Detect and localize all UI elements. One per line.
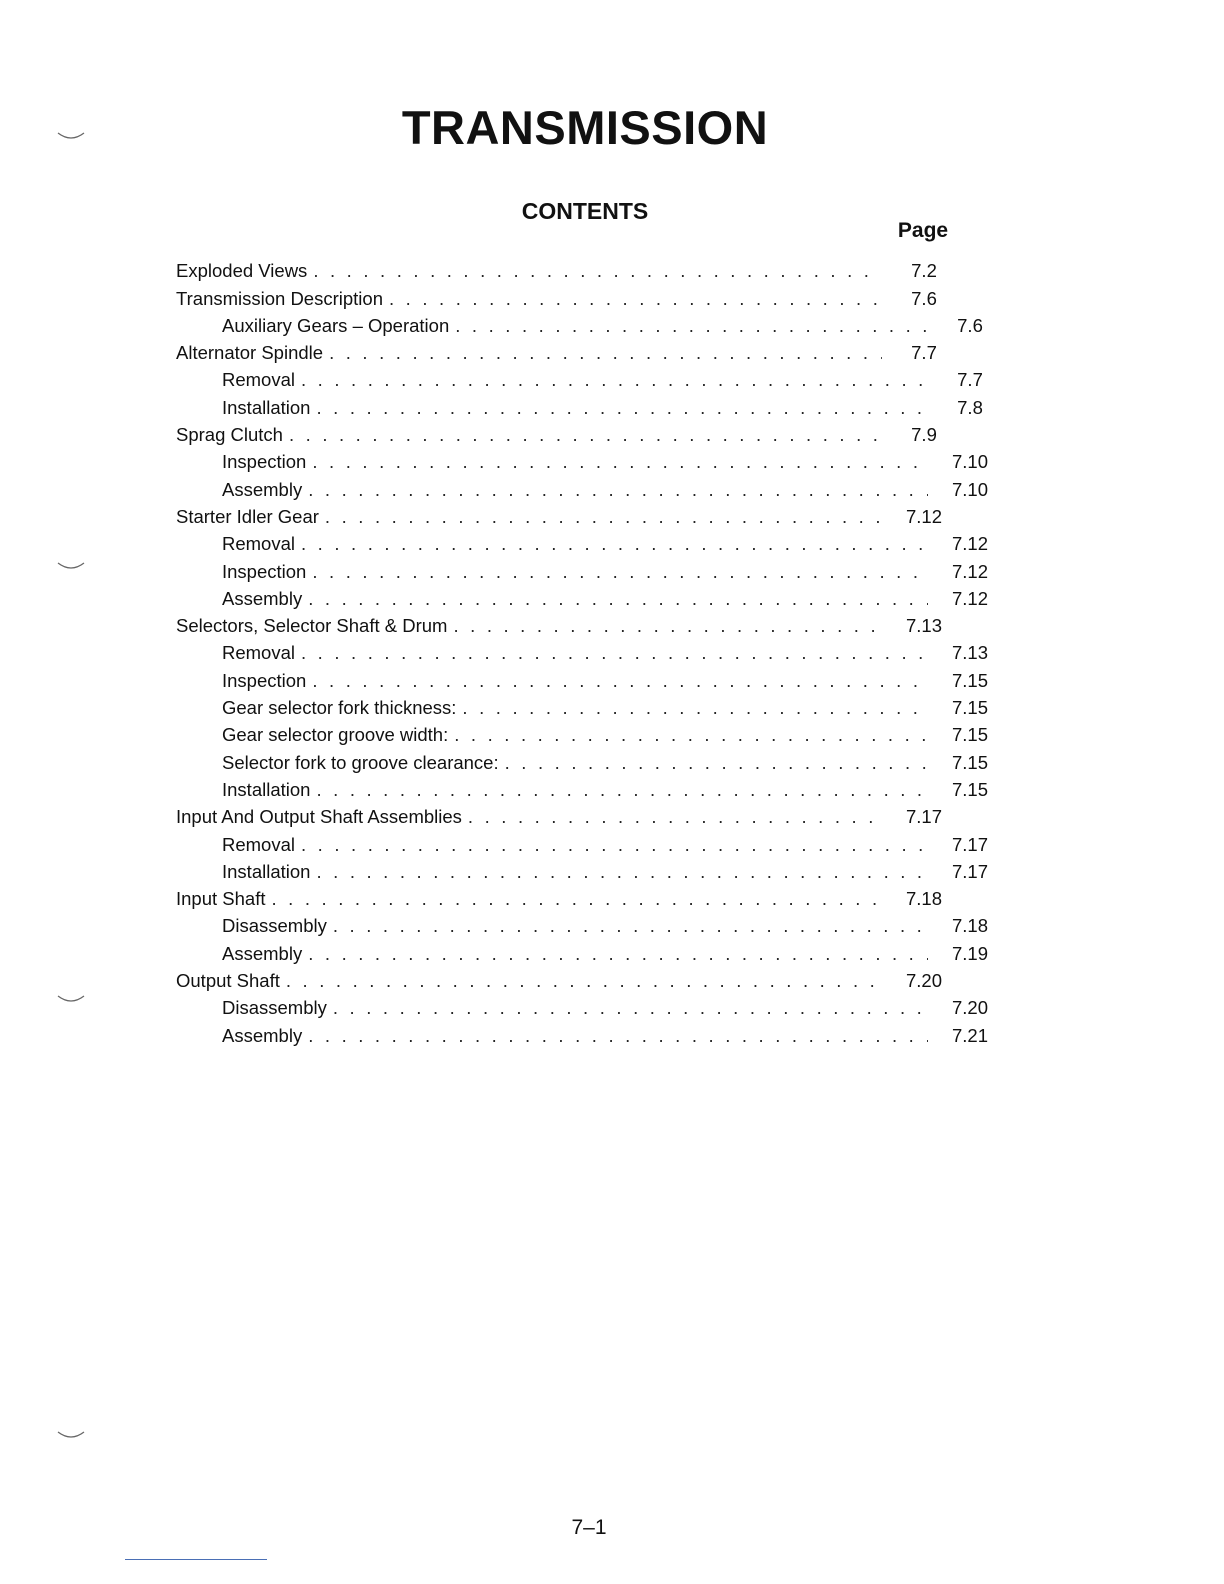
toc-entry-label: Installation — [222, 396, 311, 418]
toc-dot-leader — [301, 834, 928, 856]
toc-entry-label: Auxiliary Gears – Operation — [222, 314, 450, 336]
toc-label-wrap — [176, 779, 928, 801]
toc-label-wrap — [176, 943, 928, 965]
toc-entry — [176, 528, 988, 555]
toc-entry-page: 7.6 — [911, 287, 937, 309]
toc-dot-leader — [308, 479, 928, 501]
toc-entry-page: 7.13 — [951, 642, 988, 664]
toc-entry — [176, 801, 966, 828]
toc-label-wrap — [176, 888, 882, 910]
toc-entry-label: Sprag Clutch — [176, 424, 283, 446]
toc-dot-leader — [453, 615, 882, 637]
toc-dot-leader — [316, 397, 928, 419]
toc-entry — [176, 1019, 988, 1046]
toc-label-wrap — [176, 697, 928, 719]
toc-entry-page: 7.15 — [951, 669, 988, 691]
toc-entry-page: 7.15 — [951, 751, 988, 773]
toc-label-wrap — [176, 397, 928, 419]
toc-entry-page: 7.17 — [951, 860, 988, 882]
toc-entry-label: Gear selector groove width: — [222, 724, 449, 746]
toc-entry-page: 7.19 — [951, 942, 988, 964]
toc-dot-leader — [301, 642, 928, 664]
toc-label-wrap — [176, 724, 928, 746]
toc-entry-page: 7.18 — [905, 888, 942, 910]
toc-entry-page: 7.15 — [951, 778, 988, 800]
toc-entry — [176, 937, 988, 964]
toc-entry-label: Disassembly — [222, 915, 327, 937]
toc-entry-label: Selectors, Selector Shaft & Drum — [176, 615, 448, 637]
toc-entry-label: Transmission Description — [176, 287, 383, 309]
toc-dot-leader — [271, 888, 882, 910]
toc-dot-leader — [325, 506, 882, 528]
toc-entry-label: Inspection — [222, 560, 307, 582]
toc-label-wrap — [176, 260, 882, 282]
page-column-header: Page — [897, 219, 949, 242]
toc-entry — [176, 610, 966, 637]
toc-entry-label: Removal — [222, 369, 295, 391]
binder-mark-icon — [56, 561, 86, 573]
toc-entry — [176, 391, 983, 418]
toc-dot-leader — [312, 451, 928, 473]
binder-mark-icon — [56, 131, 86, 143]
toc-entry-page: 7.20 — [951, 997, 988, 1019]
toc-entry-label: Input And Output Shaft Assemblies — [176, 806, 462, 828]
binder-mark-icon — [56, 1430, 86, 1442]
toc-entry — [176, 419, 966, 446]
toc-dot-leader — [329, 342, 882, 364]
toc-label-wrap — [176, 615, 882, 637]
toc-entry-page: 7.10 — [951, 451, 988, 473]
toc-entry — [176, 856, 988, 883]
toc-entry — [176, 828, 988, 855]
toc-entry-page: 7.17 — [951, 833, 988, 855]
toc-dot-leader — [389, 288, 882, 310]
toc-dot-leader — [505, 752, 928, 774]
toc-label-wrap — [176, 288, 882, 310]
toc-entry-page: 7.12 — [905, 505, 942, 527]
toc-entry-label: Removal — [222, 642, 295, 664]
toc-entry-page: 7.9 — [911, 424, 937, 446]
toc-entry — [176, 637, 988, 664]
toc-entry — [176, 337, 966, 364]
toc-entry-label: Disassembly — [222, 997, 327, 1019]
toc-entry-page: 7.21 — [951, 1024, 988, 1046]
toc-dot-leader — [454, 724, 928, 746]
toc-entry-page: 7.10 — [951, 478, 988, 500]
toc-dot-leader — [308, 588, 928, 610]
toc-label-wrap — [176, 752, 928, 774]
toc-entry-label: Assembly — [222, 1024, 303, 1046]
toc-label-wrap — [176, 1025, 928, 1047]
toc-label-wrap — [176, 561, 928, 583]
toc-entry — [176, 965, 966, 992]
toc-dot-leader — [316, 779, 928, 801]
toc-dot-leader — [313, 260, 882, 282]
toc-label-wrap — [176, 861, 928, 883]
toc-dot-leader — [455, 315, 928, 337]
toc-dot-leader — [301, 533, 928, 555]
table-of-contents — [176, 255, 988, 1047]
toc-entry — [176, 664, 988, 691]
toc-entry-label: Assembly — [222, 587, 303, 609]
toc-dot-leader — [462, 697, 928, 719]
toc-dot-leader — [333, 915, 928, 937]
toc-label-wrap — [176, 451, 928, 473]
toc-entry — [176, 473, 988, 500]
toc-entry-label: Removal — [222, 833, 295, 855]
toc-label-wrap — [176, 315, 928, 337]
toc-entry-page: 7.7 — [911, 342, 937, 364]
toc-dot-leader — [333, 997, 928, 1019]
toc-dot-leader — [308, 943, 928, 965]
toc-entry-page: 7.17 — [905, 806, 942, 828]
toc-dot-leader — [316, 861, 928, 883]
toc-dot-leader — [308, 1025, 928, 1047]
toc-entry — [176, 282, 966, 309]
toc-entry — [176, 364, 983, 391]
toc-entry-label: Assembly — [222, 942, 303, 964]
toc-label-wrap — [176, 369, 928, 391]
toc-entry — [176, 774, 988, 801]
toc-entry-label: Assembly — [222, 478, 303, 500]
toc-dot-leader — [312, 561, 928, 583]
toc-entry-page: 7.12 — [951, 587, 988, 609]
toc-dot-leader — [301, 369, 928, 391]
toc-entry — [176, 255, 966, 282]
toc-entry — [176, 746, 988, 773]
binder-mark-icon — [56, 994, 86, 1006]
toc-label-wrap — [176, 670, 928, 692]
toc-label-wrap — [176, 970, 882, 992]
toc-entry — [176, 583, 988, 610]
toc-entry-label: Inspection — [222, 451, 307, 473]
toc-entry-page: 7.13 — [905, 615, 942, 637]
toc-entry — [176, 910, 988, 937]
toc-entry-label: Installation — [222, 778, 311, 800]
document-title: TRANSMISSION — [401, 101, 769, 154]
toc-entry-page: 7.12 — [951, 533, 988, 555]
toc-dot-leader — [289, 424, 882, 446]
toc-label-wrap — [176, 533, 928, 555]
toc-label-wrap — [176, 997, 928, 1019]
toc-entry-page: 7.15 — [951, 724, 988, 746]
toc-entry-label: Exploded Views — [176, 260, 308, 282]
footer-page-number: 7–1 — [571, 1516, 607, 1539]
toc-label-wrap — [176, 806, 882, 828]
toc-entry-page: 7.7 — [957, 369, 983, 391]
toc-entry-page: 7.15 — [951, 697, 988, 719]
toc-entry — [176, 446, 988, 473]
toc-entry-page: 7.20 — [905, 970, 942, 992]
toc-entry — [176, 501, 966, 528]
toc-entry-page: 7.12 — [951, 560, 988, 582]
toc-label-wrap — [176, 342, 882, 364]
toc-dot-leader — [312, 670, 928, 692]
toc-label-wrap — [176, 588, 928, 610]
toc-label-wrap — [176, 915, 928, 937]
toc-entry — [176, 310, 983, 337]
toc-entry — [176, 692, 988, 719]
toc-label-wrap — [176, 506, 882, 528]
toc-label-wrap — [176, 834, 928, 856]
toc-entry-label: Starter Idler Gear — [176, 505, 319, 527]
toc-entry-label: Alternator Spindle — [176, 342, 324, 364]
contents-heading: CONTENTS — [521, 198, 649, 224]
toc-entry-page: 7.2 — [911, 260, 937, 282]
toc-label-wrap — [176, 479, 928, 501]
toc-entry-label: Removal — [222, 533, 295, 555]
toc-entry-page: 7.8 — [957, 396, 983, 418]
toc-dot-leader — [286, 970, 882, 992]
toc-entry-page: 7.18 — [951, 915, 988, 937]
toc-entry-label: Selector fork to groove clearance: — [222, 751, 499, 773]
bottom-rule — [125, 1559, 267, 1560]
toc-entry-label: Output Shaft — [176, 970, 280, 992]
toc-entry-page: 7.6 — [957, 314, 983, 336]
toc-entry — [176, 992, 988, 1019]
toc-label-wrap — [176, 424, 882, 446]
toc-entry-label: Gear selector fork thickness: — [222, 697, 457, 719]
toc-entry-label: Inspection — [222, 669, 307, 691]
toc-entry-label: Input Shaft — [176, 888, 266, 910]
toc-entry — [176, 555, 988, 582]
toc-entry — [176, 719, 988, 746]
toc-entry — [176, 883, 966, 910]
toc-entry-label: Installation — [222, 860, 311, 882]
toc-dot-leader — [468, 806, 882, 828]
toc-label-wrap — [176, 642, 928, 664]
